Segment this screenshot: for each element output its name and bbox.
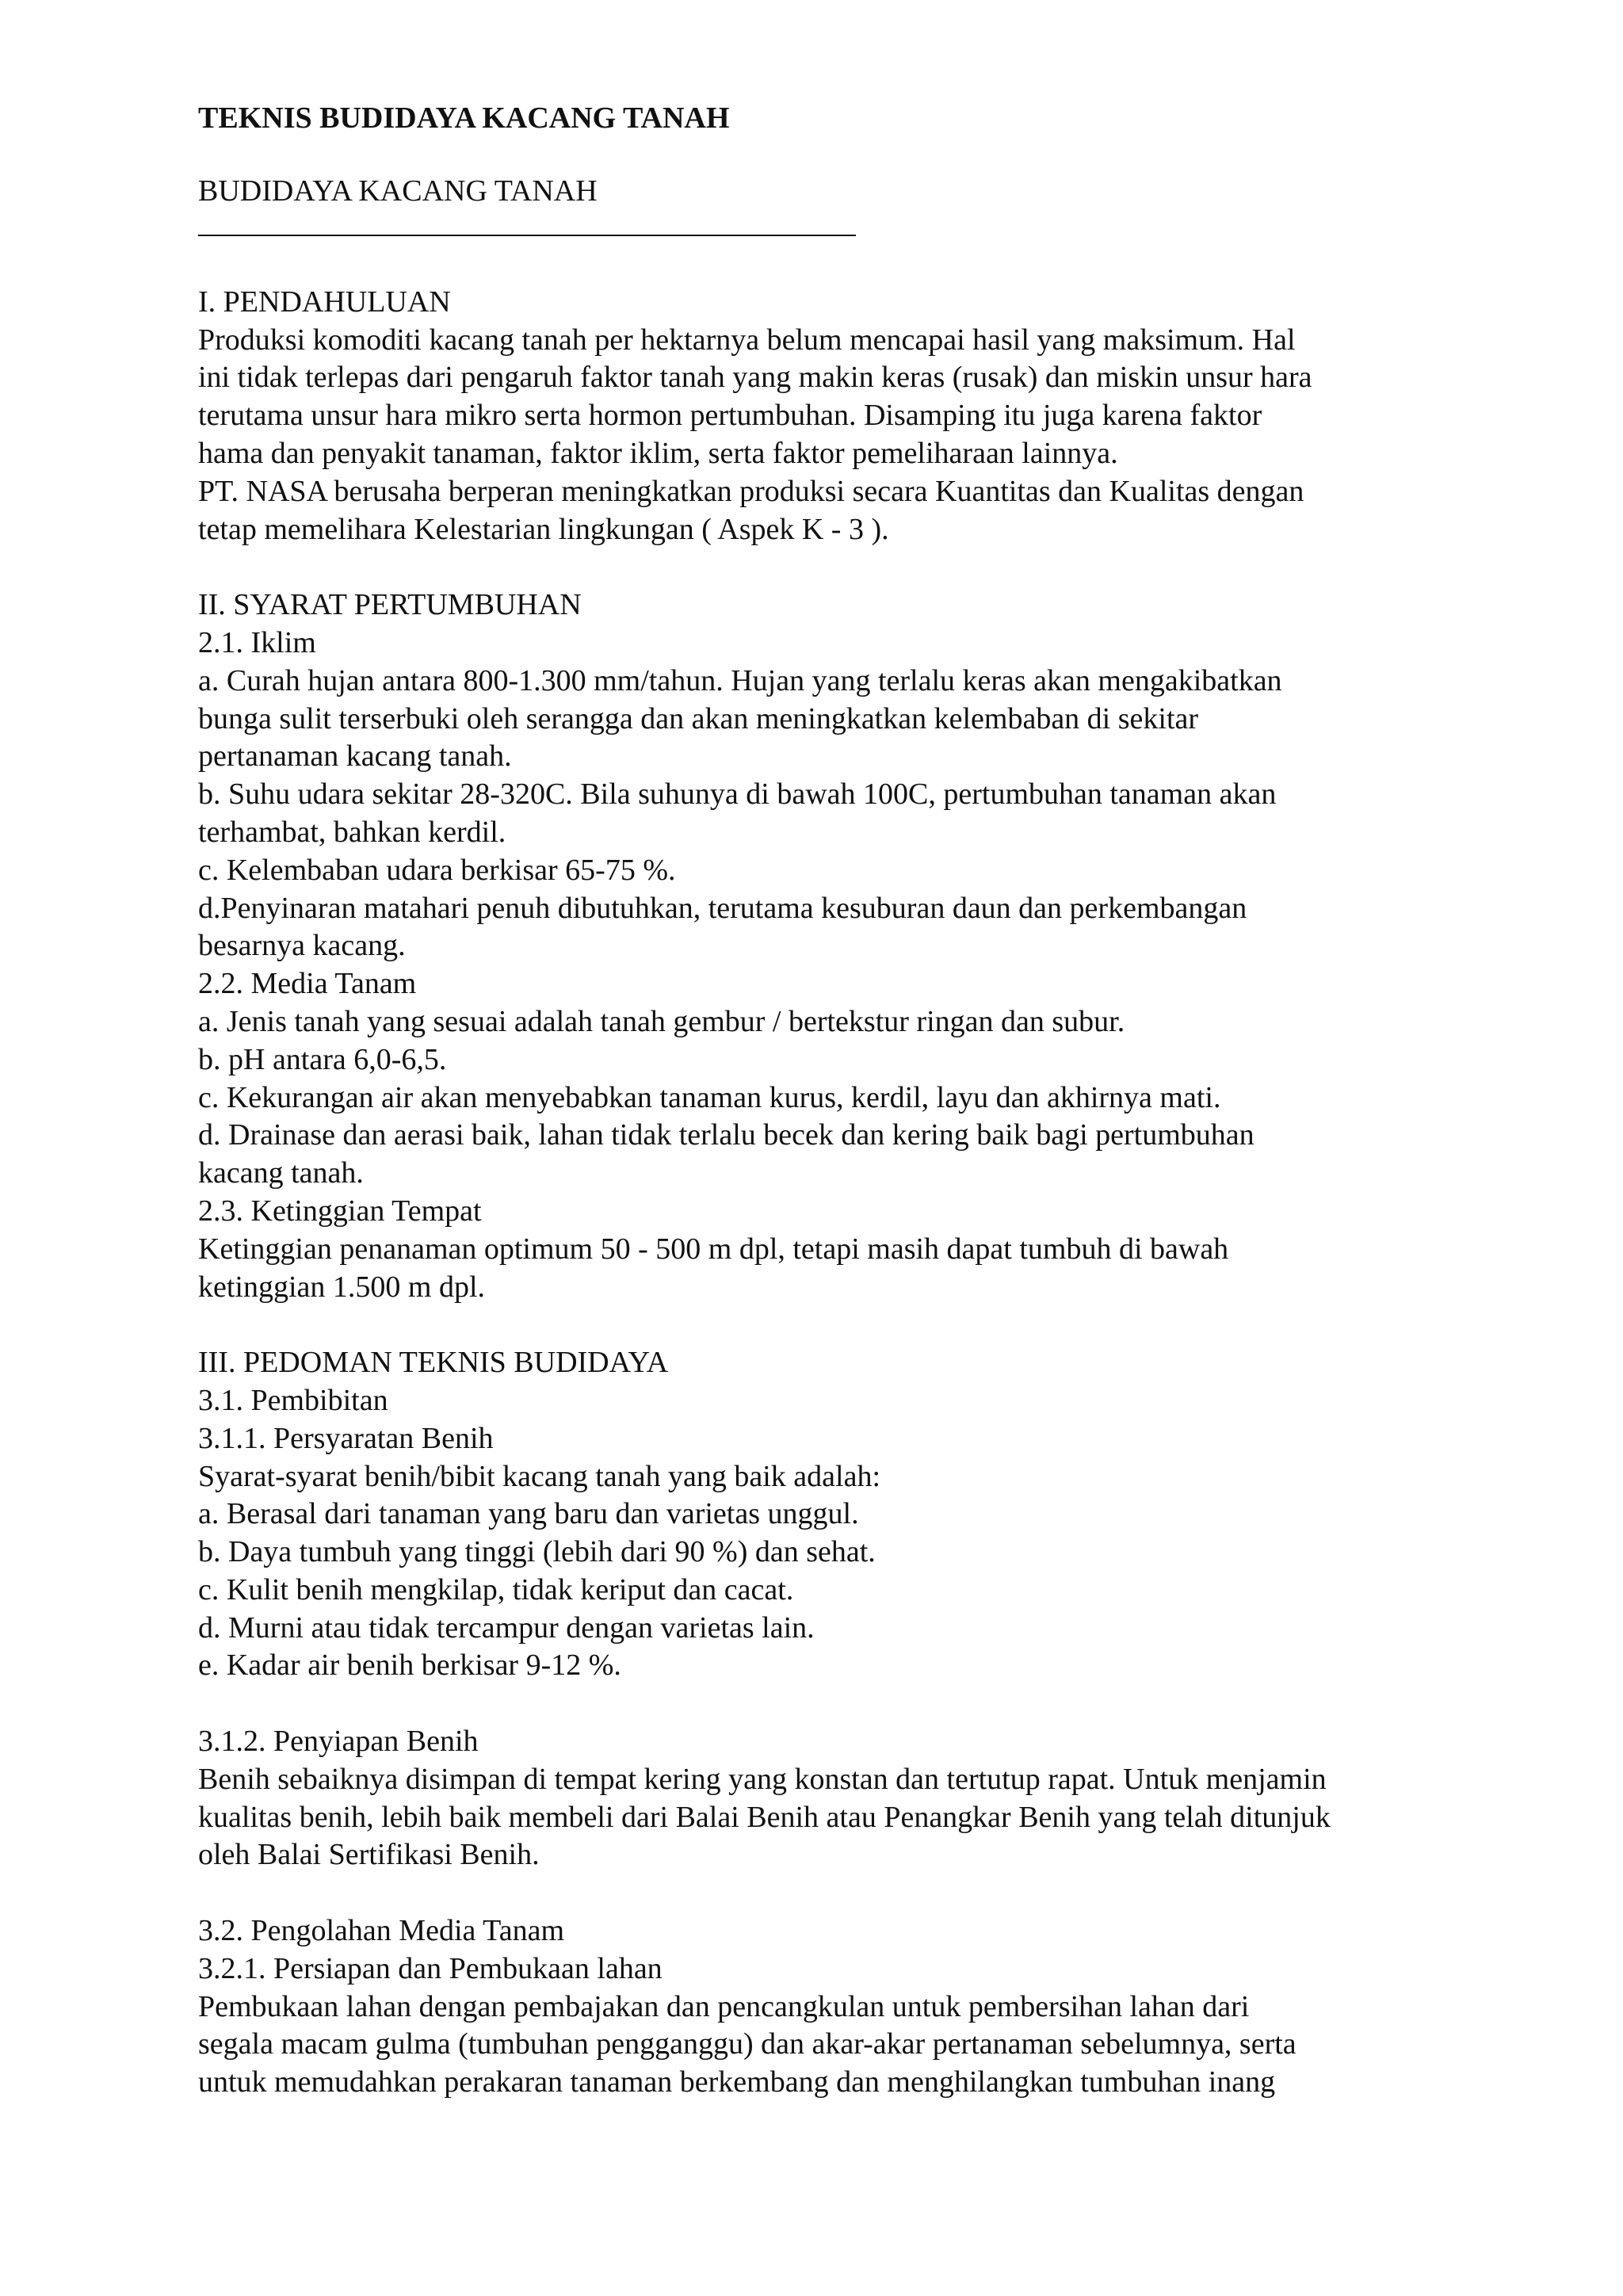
paragraph-line: kualitas benih, lebih baik membeli dari Balai Benih atau Penangkar Benih yang telah ditunjuk <box>198 1800 1331 1834</box>
paragraph-line: b. Daya tumbuh yang tinggi (lebih dari 90 %) dan sehat. <box>198 1535 876 1569</box>
paragraph-line: ini tidak terlepas dari pengaruh faktor tanah yang makin keras (rusak) dan miskin unsur hara <box>198 361 1312 395</box>
paragraph-line: ketinggian 1.500 m dpl. <box>198 1270 486 1304</box>
blank-line <box>198 1306 1466 1344</box>
section-penyiapan-benih <box>198 1723 1466 1874</box>
subsection-heading: 2.2. Media Tanam <box>198 967 417 1001</box>
paragraph-line: oleh Balai Sertifikasi Benih. <box>198 1838 540 1872</box>
paragraph-line: hama dan penyakit tanaman, faktor iklim, serta faktor pemeliharaan lainnya. <box>198 436 1118 470</box>
blank-line <box>198 1685 1466 1723</box>
subsection-heading: 3.2.1. Persiapan dan Pembukaan lahan <box>198 1951 663 1985</box>
paragraph-line: d. Murni atau tidak tercampur dengan varietas lain. <box>198 1610 815 1645</box>
paragraph-line: a. Berasal dari tanaman yang baru dan varietas unggul. <box>198 1497 859 1531</box>
paragraph-line: d. Drainase dan aerasi baik, lahan tidak terlalu becek dan kering baik bagi pertumbuhan <box>198 1118 1254 1152</box>
paragraph-line: PT. NASA berusaha berperan meningkatkan produksi secara Kuantitas dan Kualitas dengan <box>198 474 1304 508</box>
horizontal-rule <box>198 235 856 236</box>
section-heading: II. SYARAT PERTUMBUHAN <box>198 588 582 622</box>
paragraph-line: Ketinggian penanaman optimum 50 - 500 m dpl, tetapi masih dapat tumbuh di bawah <box>198 1232 1229 1266</box>
paragraph-line: tetap memelihara Kelestarian lingkungan ( Aspek K - 3 ). <box>198 512 889 546</box>
paragraph-line: a. Jenis tanah yang sesuai adalah tanah gembur / bertekstur ringan dan subur. <box>198 1004 1125 1038</box>
subsection-heading: 3.2. Pengolahan Media Tanam <box>198 1914 565 1948</box>
paragraph-line: untuk memudahkan perakaran tanaman berkembang dan menghilangkan tumbuhan inang <box>198 2065 1276 2099</box>
paragraph-line: c. Kulit benih mengkilap, tidak keriput dan cacat. <box>198 1572 794 1606</box>
paragraph-line: Benih sebaiknya disimpan di tempat kering yang konstan dan tertutup rapat. Untuk menjamin <box>198 1762 1327 1796</box>
blank-line <box>198 548 1466 586</box>
subsection-heading: 2.1. Iklim <box>198 625 316 659</box>
paragraph-line: Pembukaan lahan dengan pembajakan dan pencangkulan untuk pembersihan lahan dari <box>198 1989 1250 2023</box>
document-title: TEKNIS BUDIDAYA KACANG TANAH <box>198 101 730 135</box>
paragraph-line: c. Kekurangan air akan menyebabkan tanaman kurus, kerdil, layu dan akhirnya mati. <box>198 1080 1221 1114</box>
subsection-heading: 3.1.1. Persyaratan Benih <box>198 1421 494 1455</box>
document-body <box>198 94 1466 2102</box>
paragraph-line: Syarat-syarat benih/bibit kacang tanah yang baik adalah: <box>198 1459 881 1493</box>
paragraph-line: d.Penyinaran matahari penuh dibutuhkan, terutama kesuburan daun dan perkembangan <box>198 891 1247 925</box>
paragraph-line: terhambat, bahkan kerdil. <box>198 815 506 849</box>
subsection-heading: 3.1.2. Penyiapan Benih <box>198 1725 479 1759</box>
section-heading: III. PEDOMAN TEKNIS BUDIDAYA <box>198 1346 669 1380</box>
blank-line <box>198 1874 1466 1912</box>
section-pedoman-teknis <box>198 1344 1466 1685</box>
paragraph-line: c. Kelembaban udara berkisar 65-75 %. <box>198 853 676 887</box>
paragraph-line: a. Curah hujan antara 800-1.300 mm/tahun. Hujan yang terlalu keras akan mengakibatkan <box>198 663 1282 697</box>
paragraph-line: bunga sulit terserbuki oleh serangga dan akan meningkatkan kelembaban di sekitar <box>198 701 1199 735</box>
document-subtitle: BUDIDAYA KACANG TANAH <box>198 174 598 208</box>
paragraph-line: e. Kadar air benih berkisar 9-12 %. <box>198 1648 621 1683</box>
section-pendahuluan <box>198 284 1466 549</box>
paragraph-line: pertanaman kacang tanah. <box>198 739 512 774</box>
paragraph-line: Produksi komoditi kacang tanah per hektarnya belum mencapai hasil yang maksimum. Hal <box>198 323 1296 357</box>
paragraph-line: b. pH antara 6,0-6,5. <box>198 1042 447 1076</box>
paragraph-line: b. Suhu udara sekitar 28-320C. Bila suhunya di bawah 100C, pertumbuhan tanaman akan <box>198 777 1277 812</box>
paragraph-line: kacang tanah. <box>198 1156 364 1190</box>
subsection-heading: 3.1. Pembibitan <box>198 1383 388 1417</box>
section-syarat-pertumbuhan <box>198 586 1466 1306</box>
section-pengolahan-media <box>198 1912 1466 2102</box>
paragraph-line: segala macam gulma (tumbuhan pengganggu) dan akar-akar pertanaman sebelumnya, serta <box>198 2027 1296 2061</box>
paragraph-line: besarnya kacang. <box>198 929 406 963</box>
subsection-heading: 2.3. Ketinggian Tempat <box>198 1194 482 1228</box>
section-heading: I. PENDAHULUAN <box>198 285 451 319</box>
paragraph-line: terutama unsur hara mikro serta hormon pertumbuhan. Disamping itu juga karena faktor <box>198 399 1262 433</box>
